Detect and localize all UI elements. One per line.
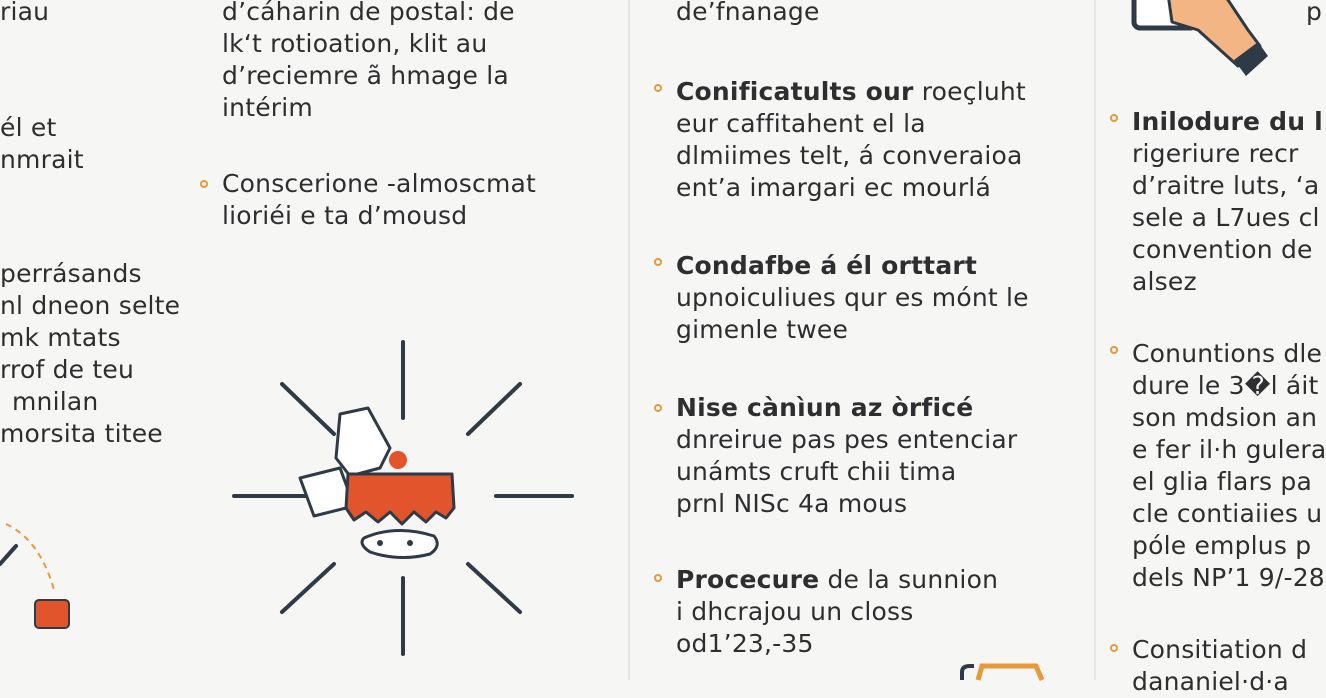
text-line: cle contiaiies u [1132, 499, 1323, 528]
col3-item-4 [676, 564, 998, 660]
text-line: d’cáharin de postal: de [222, 0, 515, 26]
bullet-icon [1110, 644, 1118, 652]
text-line: unámts cruft chii tima [676, 457, 957, 486]
bullet-icon [654, 84, 662, 92]
text-line: dure le 3�l áit [1132, 371, 1319, 400]
text-line: el glia flars pa [1132, 467, 1313, 496]
text-line: nmrait [0, 145, 84, 174]
text-line: sele a L7ues cl [1132, 203, 1320, 232]
col1-paragraph-1 [0, 0, 49, 28]
col4-item-3 [1132, 634, 1307, 698]
col1-paragraph-3 [0, 258, 180, 450]
col3-top-text [676, 0, 820, 28]
text-line: upnoiculiues qur es mónt le [676, 283, 1029, 312]
text-line: rrof de teu [0, 355, 135, 384]
text-line: morsita titee [0, 419, 163, 448]
item-title: Conificatults our [676, 77, 914, 106]
text-line: póle emplus p [1132, 531, 1312, 560]
text-line: mk mtats [0, 323, 121, 352]
bullet-icon [654, 574, 662, 582]
text-line: d’reciemre ã hmage la [222, 61, 509, 90]
col2-bullet-1 [222, 168, 536, 232]
curve-arrow-icon [0, 510, 200, 680]
text-line: e fer il·h gulera [1132, 435, 1326, 464]
hand-tap-icon [1128, 0, 1278, 84]
text-line: él et [0, 113, 57, 142]
col2-paragraph-1 [222, 0, 515, 124]
text-line: de’fnanage [676, 0, 820, 26]
col3-item-2 [676, 250, 1029, 346]
text-line: eur caffitahent el la [676, 109, 926, 138]
column-4 [1092, 0, 1326, 696]
text-line: i dhcrajou un closs [676, 597, 914, 626]
col4-top-text [1306, 0, 1322, 28]
item-title: Procecure [676, 565, 820, 594]
text-line: rigeriure recr [1132, 139, 1299, 168]
bullet-icon [1110, 114, 1118, 122]
text-line: ent’a imargari ec mourlá [676, 173, 991, 202]
text-line: dlmiimes telt, á converaioa [676, 141, 1023, 170]
text-line: gimenle twee [676, 315, 849, 344]
text-line: Consitiation d [1132, 635, 1308, 664]
item-title: Condafbe á él orttart [676, 251, 978, 280]
text-line: mnilan [12, 387, 99, 416]
text-line: dels NP’1 9/-28 [1132, 563, 1325, 592]
item-title: Inilodure du l [1132, 107, 1323, 136]
text-line: alsez [1132, 267, 1197, 296]
col1-paragraph-2 [0, 112, 84, 176]
column-1 [0, 0, 200, 680]
text-line: od1’23,-35 [676, 629, 814, 658]
col4-item-2 [1132, 338, 1326, 594]
item-title-rest: roeçluht [913, 77, 1026, 106]
text-line: lk‘t rotioation, klit au [222, 29, 488, 58]
col3-item-3 [676, 392, 1017, 520]
text-line: intérim [222, 93, 313, 122]
text-line: prnl NISc 4a mous [676, 489, 908, 518]
text-line: nl dneon selte [0, 291, 181, 320]
col3-item-1 [676, 76, 1026, 204]
hand-stamp-illustration [230, 338, 580, 668]
bullet-icon [654, 258, 662, 266]
box-icon [956, 658, 1056, 680]
column-2 [200, 0, 628, 680]
text-line [676, 76, 1026, 108]
bullet-icon [1110, 346, 1118, 354]
text-line: p [1306, 0, 1323, 26]
bullet-icon [654, 404, 662, 412]
text-line: dnreirue pas pes entenciar [676, 425, 1018, 454]
text-line: convention de [1132, 235, 1313, 264]
text-line: Conscerione -almoscmat [222, 169, 537, 198]
text-line: lioriéi e ta d’mousd [222, 201, 468, 230]
item-title-rest: de la sunnion [819, 565, 999, 594]
col4-item-1 [1132, 106, 1323, 298]
item-title: Nise cànìun az òrficé [676, 393, 974, 422]
text-line: d’raitre luts, ‘a [1132, 171, 1320, 200]
text-line: perrásands [0, 259, 142, 288]
text-line: son mdsion an [1132, 403, 1318, 432]
text-line: Conuntions dle [1132, 339, 1323, 368]
text-line: dananiel·d·a [1132, 667, 1289, 696]
bullet-icon [200, 180, 208, 188]
text-line [676, 564, 998, 596]
column-3 [628, 0, 1096, 680]
text-line: riau [0, 0, 50, 26]
